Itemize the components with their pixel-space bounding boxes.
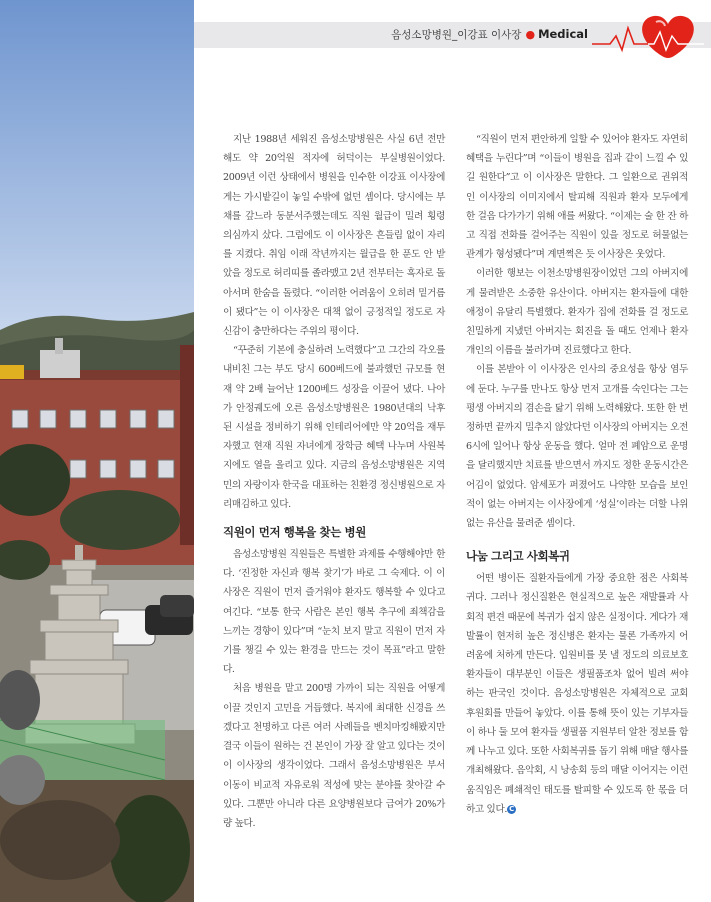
section-heading: 나눔 그리고 사회복귀	[466, 549, 570, 564]
paragraph-text: 어떤 병이든 질환자들에게 가장 중요한 점은 사회복귀다. 그러나 정신질환은 현실적으로 높은 재발률과 사회적 편견 때문에 복귀가 쉽지 않은 실정이다. 게다가 재발률이 현저히 높은 정신병은 환자는 물론 가족까지 어려움에 처하게 만든다. 입원비를 못 낼 정도의 의료보호환자들이 대부분인 이들은 생필품조차 없어 빌려 써야 하는 판국인 것이다. 음성소망병원은 자체적으로 교회 후원회를 만들어 놓았다. 이를 통해 뜻이 있는 기부자들이 하나 둘 모여 환자들 생필품 지원부터 알찬 정보를 함께 나누고 있다. 또한 사회복귀를 돕기 위해 매달 행사를 개최해왔다. 음악회, 시 낭송회 등의 매달 이어지는 이런 움직임은 폐쇄적인 태도를 탈피할 수 있도록 한 몫을 더하고 있다.	[466, 573, 688, 815]
page-header	[194, 0, 711, 64]
category-label: Medical	[538, 27, 588, 41]
end-mark-icon: C	[507, 805, 516, 814]
header-label	[391, 27, 588, 42]
article-column-2	[466, 130, 688, 819]
hospital-photo	[0, 0, 194, 902]
bullet-icon: ●	[525, 28, 536, 41]
paragraph: 이러한 행보는 이천소망병원장이었던 그의 아버지에게 물려받은 소중한 유산이다. 아버지는 환자들에 대한 애정이 유달리 특별했다. 환자가 집에 전화를 걸 정도로 친밀하게 지냈던 아버지는 회진을 돌 때도 언제나 환자 개인의 이름을 불러가며 진료했다고 한다.	[466, 268, 688, 357]
section-heading: 직원이 먼저 행복을 찾는 병원	[223, 525, 366, 540]
paragraph: 이를 본받아 이 이사장은 인사의 중요성을 항상 염두에 둔다. 누구를 만나도 항상 먼저 고개를 숙인다는 그는 평생 아버지의 겸손을 닮기 위해 노력해왔다. 또한 한 번 정하면 끝까지 밀추지 않았다던 이사장의 아버지는 오전 6시에 일어나 항상 운동을 했다. 얼마 전 폐암으로 운명을 달리했지만 치료를 받으면서 까지도 정한 운동시간은 어김이 없었다. 암세포가 퍼졌어도 나약한 모습을 보인 적이 없는 아버지는 이사장에게 ‘성실’이라는 더할 나위 없는 유산을 물려준 셈이다.	[466, 364, 688, 530]
heart-pulse-icon	[592, 6, 704, 62]
paragraph	[466, 569, 688, 819]
paragraph: 음성소망병원 직원들은 특별한 과제를 수행해야만 한다. ‘진정한 자신과 행복 찾기’가 바로 그 숙제다. 이 이사장은 직원이 먼저 즐거워야 환자도 행복할 수 있다고 여긴다. “보통 한국 사람은 본인 행복 추구에 죄책감을 느끼는 경향이 있다”며 “눈치 보지 말고 직원이 먼저 자기를 챙길 수 있는 환경을 만드는 것이 목표”라고 말한다.	[223, 549, 445, 676]
hospital-building-photo	[0, 0, 194, 902]
article-column-1	[223, 130, 445, 833]
paragraph: “꾸준히 기본에 충실하려 노력했다”고 그간의 각오를 내비친 그는 부도 당시 600베드에 불과했던 규모를 현재 약 2배 늘어난 1200베드 성장을 이끌어 냈다. 나아가 안정궤도에 오른 음성소망병원은 1980년대의 낙후된 시설을 정비하기 위해 인테리어에만 약 20억을 재투자했고 현재 직원 자녀에게 장학금 혜택 나누며 사원복지에도 열을 올리고 있다. 지금의 음성소망병원은 지역민의 자랑이자 한국을 대표하는 친환경 정신병원으로 자리매김하고 있다.	[223, 345, 445, 510]
paragraph: 지난 1988년 세워진 음성소망병원은 사실 6년 전만 해도 약 20억원 적자에 허덕이는 부실병원이었다. 2009년 이런 상태에서 병원을 인수한 이강표 이사장에게는 가시밭길이 놓일 수밖에 없던 셈이다. 당시에는 부채를 갚느라 동분서주했는데도 직원 월급이 밀려 횡령 의심까지 샀다. 그럼에도 이 이사장은 흔들림 없이 자리를 지켰다. 취임 이래 작년까지는 월급을 한 푼도 안 받았을 정도로 허리띠를 졸라맸고 2년 전부터는 흑자로 돌아서며 한숨을 돌렸다. “이러한 어려움이 오히려 밑거름이 됐다”는 이 이사장은 대책 없이 긍정적일 정도로 자신감이 충만하다는 주위의 평이다.	[223, 134, 445, 338]
article-tag: 음성소망병원_이강표 이사장	[391, 29, 522, 41]
paragraph: “직원이 먼저 편안하게 일할 수 있어야 환자도 자연히 혜택을 누린다”며 “이들이 병원을 집과 같이 느낄 수 있길 원한다”고 이 이사장은 말한다. 그 일환으로 권위적인 이사장의 이미지에서 탈피해 직원과 환자 모두에게 한 걸음 다가가기 위해 애를 써왔다. “이제는 술 한 잔 하고 직접 전화를 걸어주는 직원이 있을 정도로 허물없는 관계가 형성됐다”며 계면쩍은 듯 이사장은 웃었다.	[466, 134, 688, 261]
paragraph: 처음 병원을 맡고 200명 가까이 되는 직원을 어떻게 이끌 것인지 고민을 거듭했다. 복지에 최대한 신경을 쓰겠다고 천명하고 다른 여러 사례들을 벤치마킹해봤지만 결국 이들이 원하는 건 본인이 가장 잘 알고 있다는 것이 이 이사장의 생각이었다. 그래서 음성소망병원은 부서 이동이 비교적 자유로워 적성에 맞는 분야를 찾아갈 수 있다. 그뿐만 아니라 다른 요양병원보다 급여가 20%가량 높다.	[223, 683, 445, 829]
